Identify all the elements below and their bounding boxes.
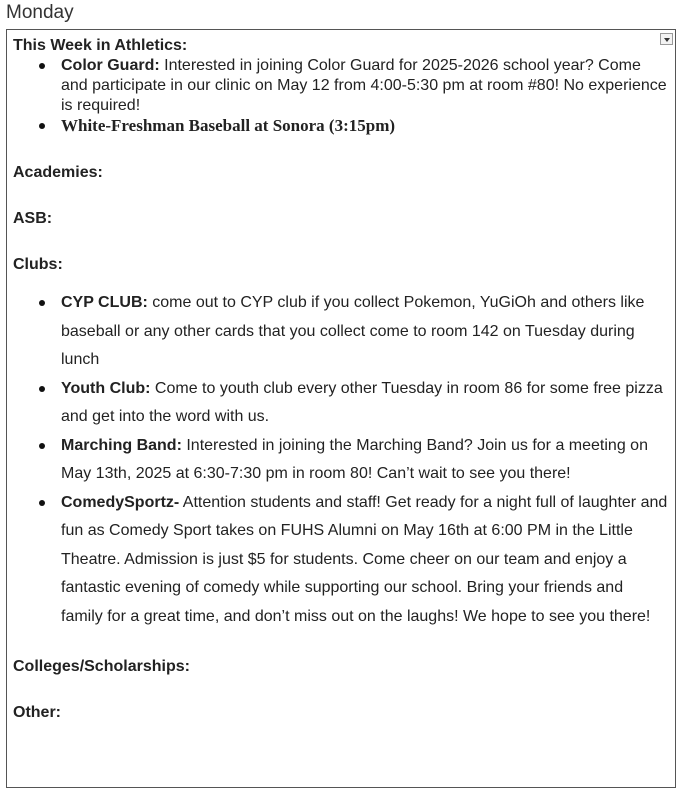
list-item (61, 56, 669, 116)
item-text: Interested in joining the Marching Band? Join us for a meeting on May 13th, 2025 at 6:30-7:30 pm in room 80! Can’t wait to see you there! (61, 436, 648, 482)
item-text: Attention students and staff! Get ready for a night full of laughter and fun as Comedy Sport takes on FUHS Alumni on May 16th at 6:00 PM in the Little Theatre. Admission is just $5 for students. Come cheer on our team and enjoy a fantastic evening of comedy while supporting our school. Bring your friends and family for a great time, and don’t miss out on the laughs! We hope to see you there! (61, 493, 668, 625)
clubs-heading: Clubs: (13, 256, 63, 273)
item-text: come out to CYP club if you collect Pokemon, YuGiOh and others like baseball or any other cards that you collect come to room 142 on Tuesday during lunch (61, 294, 645, 368)
item-label: ComedySportz- (61, 493, 180, 511)
item-label: Color Guard: (61, 57, 160, 74)
announcements-panel (6, 29, 676, 788)
item-text: Interested in joining Color Guard for 2025-2026 school year? Come and participate in our clinic on May 12 from 4:00-5:30 pm at room #80! No experience is required! (61, 57, 667, 114)
clubs-list (13, 289, 669, 631)
athletics-heading: This Week in Athletics: (13, 37, 188, 54)
list-item (61, 489, 669, 632)
item-text: Come to youth club every other Tuesday in room 86 for some free pizza and get into the word with us. (61, 379, 663, 425)
item-label: Youth Club: (61, 379, 151, 397)
spacer (13, 631, 669, 657)
spacer (13, 229, 669, 255)
spacer (13, 275, 669, 289)
list-item (61, 375, 669, 432)
spacer (13, 183, 669, 209)
day-title: Monday (6, 2, 74, 23)
spacer (13, 677, 669, 703)
item-label: CYP CLUB: (61, 294, 148, 311)
item-label: Marching Band: (61, 436, 182, 454)
item-text: White-Freshman Baseball at Sonora (3:15pm) (61, 116, 396, 135)
list-item (61, 432, 669, 489)
colleges-heading: Colleges/Scholarships: (13, 658, 190, 675)
athletics-list (13, 56, 669, 137)
other-heading: Other: (13, 704, 61, 721)
asb-heading: ASB: (13, 210, 53, 227)
announcements-content (13, 36, 669, 723)
list-item (61, 116, 669, 137)
list-item (61, 289, 669, 375)
academies-heading: Academies: (13, 164, 103, 181)
spacer (13, 137, 669, 163)
